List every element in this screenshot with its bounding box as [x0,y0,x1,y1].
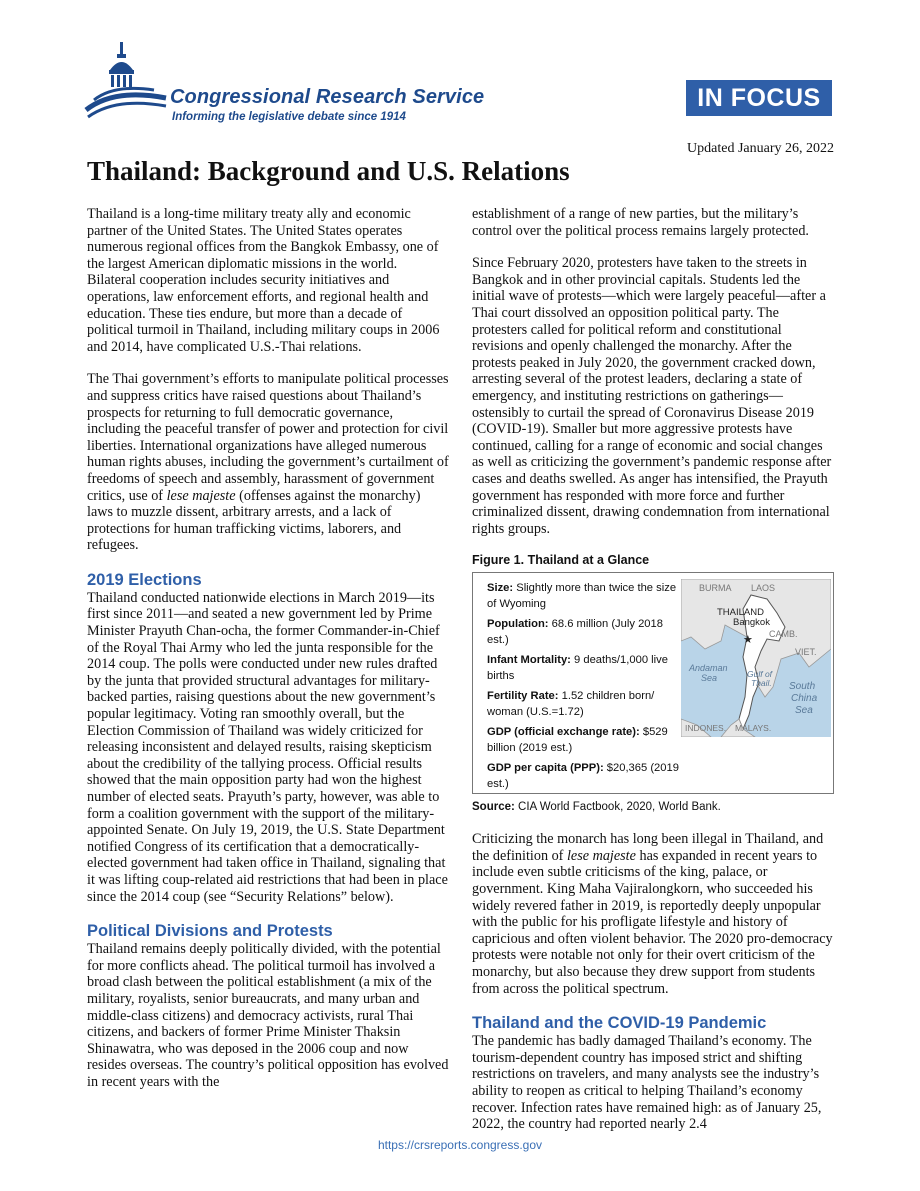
org-tagline: Informing the legislative debate since 1914 [172,111,406,123]
intro-paragraph: Thailand is a long-time military treaty ally and economic partner of the United States. The United States operates numerous regional offices from the Bangkok Embassy, one of the largest American diplomatic missions in the world. Bilateral cooperation includes security initiatives and operations, law enforcement efforts, and regional health and education. These ties endure, but more than a decade of political turmoil in Thailand, including military coups in 2006 and 2014, have complicated U.S.-Thai relations. [87,206,440,355]
governance-paragraph: The Thai government’s efforts to manipulate political processes and suppress critics have raised questions about Thailand’s prospects for returning to full democratic governance, including the peaceful transfer of power and protection for civil liberties. International organizations have alleged numerous human rights abuses, including the government’s curtailment of freedoms of speech and assembly, harassment of government critics, use of lese majeste (offenses against the monarchy) laws to muzzle dissent, arbitrary arrests, and a lack of protections for human trafficking victims, laborers, and refugees. [87,371,449,554]
continuation-paragraph: establishment of a range of new parties, but the military’s control over the political process remains largely protected. [472,206,809,239]
updated-date: Updated January 26, 2022 [687,141,834,156]
covid-paragraph: The pandemic has badly damaged Thailand’s economy. The tourism-dependent country has imposed strict and shifting restrictions on travelers, and many analysts see the industry’s ability to reopen as critical to helping Thailand’s economy recover. Infection rates have remained high: as of January 25, 2022, the country had reported nearly 2.4 [472,1033,822,1133]
crs-capitol-logo-icon [84,40,168,120]
fact-infant-mortality: Infant Mortality: 9 deaths/1,000 live births [487,654,668,682]
lese-majeste-paragraph: Criticizing the monarch has long been illegal in Thailand, and the definition of lese majeste has expanded in recent years to include even subtle criticisms of the king, palace, or government. King Maha Vajiralongkorn, who succeeded his widely revered father in 2019, is reportedly deeply unpopular with the public for his profligate lifestyle and history of capricious and often violent behavior. The 2020 pro-democracy protests were notable not only for their overt criticism of the monarchy, but also because they drew support from students from across the political spectrum. [472,831,833,997]
fact-fertility-rate: Fertility Rate: 1.52 children born/ woman (U.S.=1.72) [487,690,655,718]
map-label-bangkok: Bangkok [733,617,770,629]
map-label-vietnam: VIET. [795,647,817,658]
map-label-gulf-thailand: Thail. [751,678,772,689]
left-column [87,206,449,1107]
map-label-indonesia: INDONES. [685,723,727,734]
figure-thailand-at-a-glance [472,572,834,794]
bangkok-star-icon: ★ [743,634,753,647]
in-focus-badge: IN FOCUS [686,80,832,116]
map-label-gulf: Gulf of [747,669,773,680]
thailand-region-map [681,579,831,737]
section-heading-covid: Thailand and the COVID-19 Pandemic [472,1014,767,1033]
map-label-thailand: THAILAND [717,607,764,619]
divisions-paragraph: Thailand remains deeply politically divided, with the potential for more conflicts ahead. The political turmoil has involved a broad clash between the political establishment (a mix of the military, royalists, senior bureaucrats, and many urban and middle-class citizens) and democracy activists, rural Thai citizens, and backers of former Prime Minister Thaksin Shinawatra, who was deposed in the 2006 coup and now resides overseas. The country’s political opposition has evolved in recent years with the [87,941,449,1090]
section-heading-elections: 2019 Elections [87,570,202,589]
fact-size: Size: Slightly more than twice the size of Wyoming [487,582,677,610]
figure-source: Source: CIA World Factbook, 2020, World Bank. [472,801,721,814]
map-label-cambodia: CAMB. [769,629,798,640]
elections-paragraph: Thailand conducted nationwide elections in March 2019—its first since 2011—and seated a new government led by Prime Minister Prayuth Chan-ocha, the former Commander-in-Chief of the Royal Thai Army who led the junta responsible for the 2014 coup. The polls were conducted under new rules drafted by the junta that provided structural advantages for military-backed parties, raising questions about the new government’s popular legitimacy. Voting ran smoothly overall, but the Election Commission of Thailand was widely criticized for releasing inconsistent and delayed results, raising skepticism about the credibility of the tallying process. Official results showed that the main opposition party had won the highest number of elected seats. Prayuth’s party, however, was able to form a coalition government with the support of the military-appointed Senate. On July 19, 2019, the U.S. State Department notified Congress of its certification that a democratically-elected government had taken office in Thailand, signaling that it was lifting coup-related aid restrictions that had been in place since the 2014 coup (see “Security Relations” below). [87,589,448,905]
org-name: Congressional Research Service [170,86,485,108]
map-label-burma: BURMA [699,583,732,594]
facts-list [487,581,682,797]
fact-population: Population: 68.6 million (July 2018 est.) [487,618,663,646]
map-label-andaman: Andaman [689,663,728,674]
map-label-laos: LAOS [751,583,776,594]
map-label-malaysia: MALAYS. [735,723,772,734]
figure-caption: Figure 1. Thailand at a Glance [472,553,650,568]
protests-paragraph: Since February 2020, protesters have taken to the streets in Bangkok and in other provincial capitals. Students led the initial wave of protests—which were largely peaceful—after a Thai court dissolved an opposition political party. The protesters called for political reform and constitutional revisions and openly challenged the monarchy. After the protests peaked in July 2020, the government cracked down, arresting several of the protest leaders, declaring a state of emergency, and instituting restrictions on gatherings—ostensibly to curtail the spread of Coronavirus Disease 2019 (COVID-19). Smaller but more aggressive protests have continued, calling for a range of economic and social changes as well as criticizing the government’s pandemic response after cases and deaths swelled. As anger has intensified, the Prayuth government has responded with more force and further criminalized dissent, drawing condemnation from international rights groups. [472,255,832,537]
fact-gdp: GDP (official exchange rate): $529 billion (2019 est.) [487,726,668,754]
section-heading-divisions: Political Divisions and Protests [87,922,333,941]
fact-gdp-per-capita: GDP per capita (PPP): $20,365 (2019 est.) [487,762,679,790]
map-label-andaman-sea: Sea [701,673,718,684]
right-column [472,206,836,1149]
map-label-south: South [789,681,816,693]
map-label-china: China [791,693,818,705]
map-label-sea: Sea [795,705,813,717]
page-title: Thailand: Background and U.S. Relations [87,156,570,186]
footer-url-link[interactable]: https://crsreports.congress.gov [377,1138,543,1152]
